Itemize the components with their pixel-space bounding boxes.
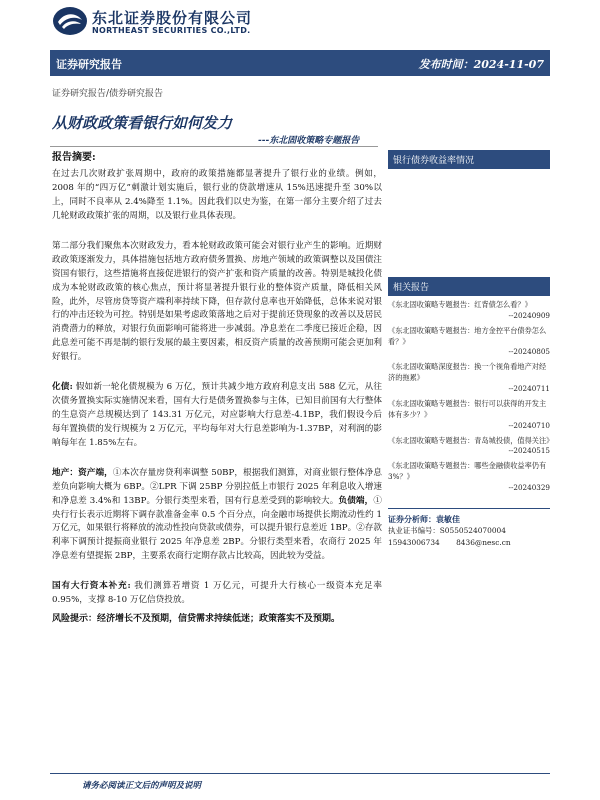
- paragraph-capital: [52, 580, 382, 608]
- breadcrumb: 证券研究报告/债券研究报告: [52, 89, 164, 99]
- title-divider: [50, 146, 378, 147]
- page-title: 从财政政策看银行如何发力: [52, 114, 233, 132]
- chart-placeholder: [388, 169, 550, 277]
- chart-header: 银行债券收益率情况: [388, 150, 550, 169]
- report-item-date: --20240710: [508, 420, 550, 430]
- report-item-date: --20240711: [508, 383, 550, 393]
- report-item[interactable]: [388, 326, 550, 357]
- report-item[interactable]: [388, 362, 550, 393]
- debt-text: 假如新一轮化债规模为 6 万亿，预计共减少地方政府利息支出 588 亿元，从往次债务置换实际实施情况来看，国有大行是债务置换参与主体，已知目前国有大行整体的生息资产总规模达到了 143.31 万亿元，对应影响大行息差-4.1BP，我们假设今后每年置换债的发行规模为 2 万亿元，平均每年对大行息差影响为-1.37BP，对利润的影响每年在 1.85%左右。: [52, 382, 382, 448]
- paragraph-debt: [52, 381, 382, 451]
- related-reports-header: 相关报告: [388, 277, 550, 296]
- report-item-date: --20240515: [508, 446, 550, 456]
- spacer: [52, 564, 382, 580]
- report-item-title[interactable]: 《东北固收策略专题报告：银行可以获得的开发主体有多少？》: [388, 398, 547, 419]
- analyst-email[interactable]: 8436@nesc.cn: [456, 537, 511, 547]
- report-item-date: --20240805: [508, 347, 550, 357]
- report-item[interactable]: [388, 435, 554, 456]
- capital-text: 我们测算若增资 1 万亿元，可提升大行核心一级资本充足率 0.95%，支撑 8-10 万亿信贷投放。: [52, 581, 382, 606]
- report-item[interactable]: [388, 300, 550, 320]
- real-estate-asset-text: ①本次存量房贷利率调整 50BP，根据我们测算，对商业银行整体净息差负向影响大概为 6BP。②LPR 下调 25BP 分别拉低上市银行 2025 年利息收入增速和净息差 3.4%和 13BP。分银行类型来看，国有行息差受到的影响较大。: [52, 467, 382, 506]
- analyst-cert: 执业证书编号：S0550524070004: [388, 526, 506, 536]
- analyst-contact: [388, 537, 550, 548]
- debt-label: 化债:: [52, 382, 73, 393]
- report-item-date: --20240909: [508, 310, 550, 320]
- company-name-en: NORTHEAST SECURITIES CO.,LTD.: [92, 26, 251, 35]
- report-item[interactable]: [388, 461, 550, 492]
- analyst-phone: 15943006734: [388, 537, 440, 547]
- footer-divider: [50, 773, 550, 774]
- report-item-title[interactable]: 《东北固收策略专题报告：哪些金融债收益率仍有3%？》: [388, 461, 547, 482]
- footer-disclaimer: 请务必阅读正文后的声明及说明: [82, 781, 202, 791]
- real-estate-liability-text: ①央行行长表示近期将下调存款准备金率 0.5 个百分点，向金融市场提供长期流动性约 1 万亿元，如果银行将释放的流动性投向贷款或债券，可以提升银行息差近 1BP。②存款利率下调预计提振商业银行 2025 年净息差 2BP。分银行类型来看，农商行 2025 年净息差有望提振 2BP，主要系农商行定期存款占比较高，因此较为受益。: [52, 495, 382, 562]
- report-item-title[interactable]: 《东北固收策略专题报告：地方金控平台债券怎么看？》: [388, 325, 547, 346]
- report-series: ---东北固收策略专题报告: [258, 136, 360, 146]
- analyst-info: [388, 508, 550, 548]
- risk-warning: 风险提示：经济增长不及预期，信贷需求持续低迷；政策落实不及预期。: [52, 614, 341, 625]
- capital-label: 国有大行资本补充:: [52, 581, 131, 592]
- report-type-label: 证券研究报告: [56, 58, 122, 71]
- main-content: [52, 150, 382, 627]
- summary-heading: 报告摘要:: [52, 152, 96, 163]
- paragraph-history: 在过去几次财政扩张周期中，政府的政策措施都显著提升了银行业的业绩。例如，2008 年的“四万亿”刺激计划实施后，银行业的贷款增速从 15%迅速提升至 30%以上，同时不良率从 2.4%降至 1.1%。因此我们以史为鉴，在第一部分主要介绍了过去几轮财政政策扩张的周期，以及银行业具体表现。: [52, 169, 382, 221]
- page-header: [0, 0, 600, 48]
- sidebar: [388, 150, 554, 548]
- spacer: [52, 365, 382, 381]
- report-item[interactable]: [388, 399, 550, 430]
- paragraph-real-estate: [52, 467, 382, 564]
- publish-time: 发布时间：2024-11-07: [418, 58, 544, 71]
- real-estate-label: 地产：资产端，: [52, 467, 113, 478]
- analyst-name: 证券分析师：袁敏佳: [388, 513, 460, 524]
- company-name-cn: 东北证券股份有限公司: [92, 9, 253, 27]
- spacer: [52, 224, 382, 240]
- report-item-title[interactable]: 《东北固收策略深度报告：换一个视角看地产对经济的拖累》: [388, 362, 547, 383]
- northeast-securities-logo-icon: [52, 6, 88, 36]
- report-item-title[interactable]: 《东北固收策略专题报告：红背债怎么看？》: [388, 300, 532, 309]
- spacer: [52, 451, 382, 467]
- real-estate-liability-label: 负债端，: [338, 495, 374, 506]
- report-item-title[interactable]: 《东北固收策略专题报告：青岛城投债，值得关注》: [388, 435, 554, 445]
- report-item-date: --20240329: [508, 482, 550, 492]
- related-reports-list: [388, 300, 554, 492]
- paragraph-current-policy: 第二部分我们聚焦本次财政发力，看本轮财政政策可能会对银行业产生的影响。近期财政政策逐渐发力，具体措施包括地方政府债务置换、房地产领域的政策调整以及国债注资国有银行，这些措施将直接促进银行的资产扩张和资产质量的改善。特别是城投化债成为本轮财政政策的核心焦点，预计将显著提升银行业的整体资产质量，降低相关风险，此外，尽管房贷等资产端利率持续下降，但存款付息率也开始降低，总体来说对银行的冲击还较为可控。特别是如果考虑政策落地之后对于提前还贷现象的改善以及居民消费潜力的释放，对银行负面影响可能将进一步减弱。净息差在二季度已接近企稳，因此息差可能不再是制约银行发展的最主要因素，相反资产质量的改善预期可能会更加利好银行。: [52, 240, 382, 363]
- report-type-bar: [50, 50, 550, 76]
